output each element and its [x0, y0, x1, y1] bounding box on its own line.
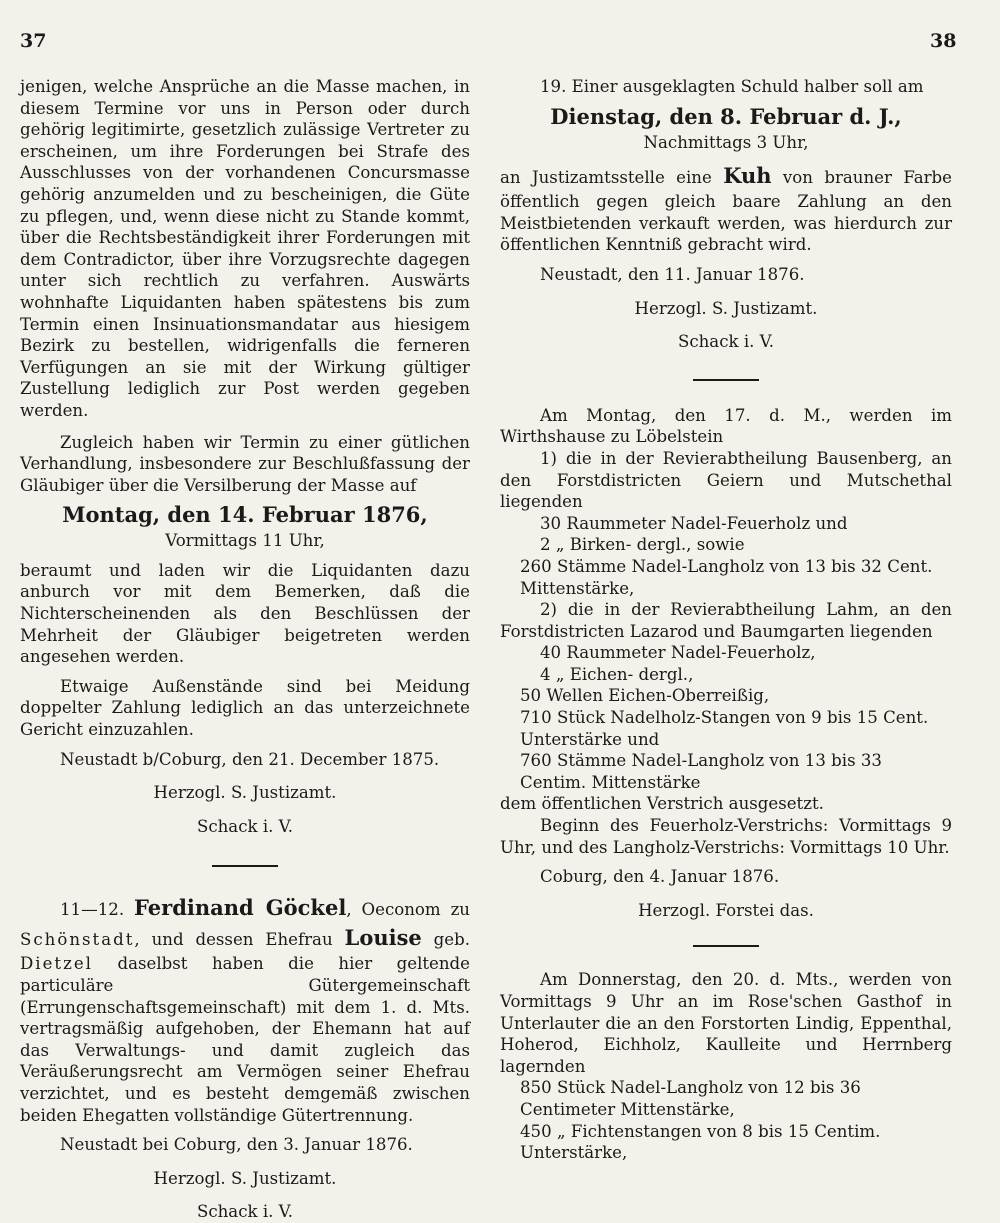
- signature-line: Schack i. V.: [677, 332, 775, 352]
- signature-line: Schack i. V.: [196, 816, 294, 836]
- right-column: [500, 76, 952, 1164]
- notice-timber-unterlauter: Am Donnerstag, den 20. d. Mts., werden von Vormittags 9 Uhr an im Rose'schen Gasthof in Unterlauter die an den Forstorten Lindig, Eppenthal, Hoherod, Eichholz, Kaulleite und Herrnberg lagernden: [500, 970, 952, 1076]
- time-line: Vormittags 11 Uhr,: [165, 531, 325, 551]
- date-heading: Montag, den 14. Februar 1876,: [62, 502, 428, 528]
- notice-separation: 11—12. Ferdinand Göckel, Oeconom zu Schönstadt, und dessen Ehefrau Louise geb. Dietzel daselbst haben die hier geltende particuläre Gütergemeinschaft (Errungenschaftsgemeinschaft) mit dem 1. d. Mts. vertragsmäßig aufgehoben, der Ehemann hat auf das Verwaltungs- und damit zugleich das Veräußerungsrecht am Vermögen seiner Ehefrau verzichtet, und es besteht demgemäß zwischen beiden Ehegatten vollständige Gütertrennung.: [20, 895, 470, 1125]
- notice-19: 19. Einer ausgeklagten Schuld halber soll am: [540, 77, 924, 96]
- page-number-left: 37: [20, 30, 47, 52]
- lot-1-intro: 1) die in der Revierabtheilung Bausenberg, an den Forstdistricten Geiern und Mutschethal liegenden: [500, 448, 952, 512]
- place-date-line: Neustadt b/Coburg, den 21. December 1875.: [60, 749, 440, 769]
- authority-line: Herzogl. S. Justizamt.: [634, 298, 818, 318]
- lot-item: 760 Stämme Nadel-Langholz von 13 bis 33 Centim. Mittenstärke: [520, 751, 882, 792]
- lot-item: 40 Raummeter Nadel-Feuerholz,: [540, 643, 816, 663]
- auction-line: dem öffentlichen Verstrich ausgesetzt.: [500, 794, 824, 814]
- lot-item: 710 Stück Nadelholz-Stangen von 9 bis 15 Cent. Unterstärke und: [520, 708, 929, 749]
- lot-item: 30 Raummeter Nadel-Feuerholz und: [540, 513, 848, 533]
- time-line: Nachmittags 3 Uhr,: [643, 132, 809, 152]
- lot-item: 450 „ Fichtenstangen von 8 bis 15 Centim. Unterstärke,: [520, 1121, 881, 1163]
- paragraph-cow-sale: an Justizamtsstelle eine Kuh von brauner Farbe öffentlich gegen gleich baare Zahlung an den Meistbietenden verkauft werden, was hierdurch zur öffentlichen Kenntniß gebracht wird.: [500, 163, 952, 255]
- authority-line: Herzogl. Forstei das.: [638, 900, 814, 920]
- auction-times: Beginn des Feuerholz-Verstrichs: Vormittags 9 Uhr, und des Langholz-Verstrichs: Vormittags 10 Uhr.: [500, 816, 952, 857]
- place-date-line: Neustadt, den 11. Januar 1876.: [540, 264, 805, 284]
- section-divider: [693, 379, 759, 381]
- section-divider: [693, 945, 759, 947]
- signature-line: Schack i. V.: [196, 1202, 294, 1222]
- lot-item: 4 „ Eichen- dergl.,: [540, 664, 694, 684]
- paragraph-summons: beraumt und laden wir die Liquidanten dazu anburch vor mit dem Bemerken, daß die Nichterscheinenden als den Beschlüssen der Mehrheit der Gläubiger beigetreten werden angesehen werden.: [20, 560, 470, 667]
- lot-2-intro: 2) die in der Revierabtheilung Lahm, an den Forstdistricten Lazarod und Baumgarten liegenden: [500, 600, 952, 641]
- lot-item: 850 Stück Nadel-Langholz von 12 bis 36 Centimeter Mittenstärke,: [520, 1078, 861, 1119]
- section-divider: [212, 865, 278, 867]
- notice-timber-lobelstein: Am Montag, den 17. d. M., werden im Wirthshause zu Löbelstein: [500, 405, 952, 447]
- lot-item: 260 Stämme Nadel-Langholz von 13 bis 32 Cent. Mittenstärke,: [520, 556, 933, 598]
- paragraph-hearing: Zugleich haben wir Termin zu einer gütlichen Verhandlung, insbesondere zur Beschlußfassung der Gläubiger über die Versilberung der Masse auf: [20, 432, 470, 495]
- date-heading: Dienstag, den 8. Februar d. J.,: [550, 103, 902, 129]
- lot-item: 2 „ Birken- dergl., sowie: [540, 535, 745, 555]
- paragraph-payments: Etwaige Außenstände sind bei Meidung doppelter Zahlung lediglich an das unterzeichnete Gericht einzuzahlen.: [20, 676, 470, 740]
- lot-item: 50 Wellen Eichen-Oberreißig,: [520, 686, 770, 706]
- place-date-line: Coburg, den 4. Januar 1876.: [540, 867, 780, 887]
- paragraph-claims: jenigen, welche Ansprüche an die Masse machen, in diesem Termine vor uns in Person oder durch gehörig legitimirte, gesetzlich zulässige Vertreter zu erscheinen, um ihre Forderungen bei Strafe des Ausschlusses von der vorhandenen Concursmasse gehörig anzumelden und zu bescheinigen, die Güte zu pflegen, und, wenn diese nicht zu Stande kommt, über die Rechtsbeständigkeit ihrer Forderungen mit dem Contradictor, über ihre Vorzugsrechte dagegen unter sich rechtlich zu verfahren. Auswärts wohnhafte Liquidanten haben spätestens bis zum Termin einen Insinuationsmandatar aus hiesigem Bezirk zu bestellen, widrigenfalls die ferneren Verfügungen an sie mit der Wirkung gültiger Zustellung lediglich zur Post werden gegeben werden.: [20, 77, 470, 420]
- left-column: [20, 76, 470, 1223]
- page-number-right: 38: [930, 30, 957, 52]
- authority-line: Herzogl. S. Justizamt.: [153, 1168, 337, 1188]
- place-date-line: Neustadt bei Coburg, den 3. Januar 1876.: [60, 1135, 413, 1155]
- authority-line: Herzogl. S. Justizamt.: [153, 783, 337, 803]
